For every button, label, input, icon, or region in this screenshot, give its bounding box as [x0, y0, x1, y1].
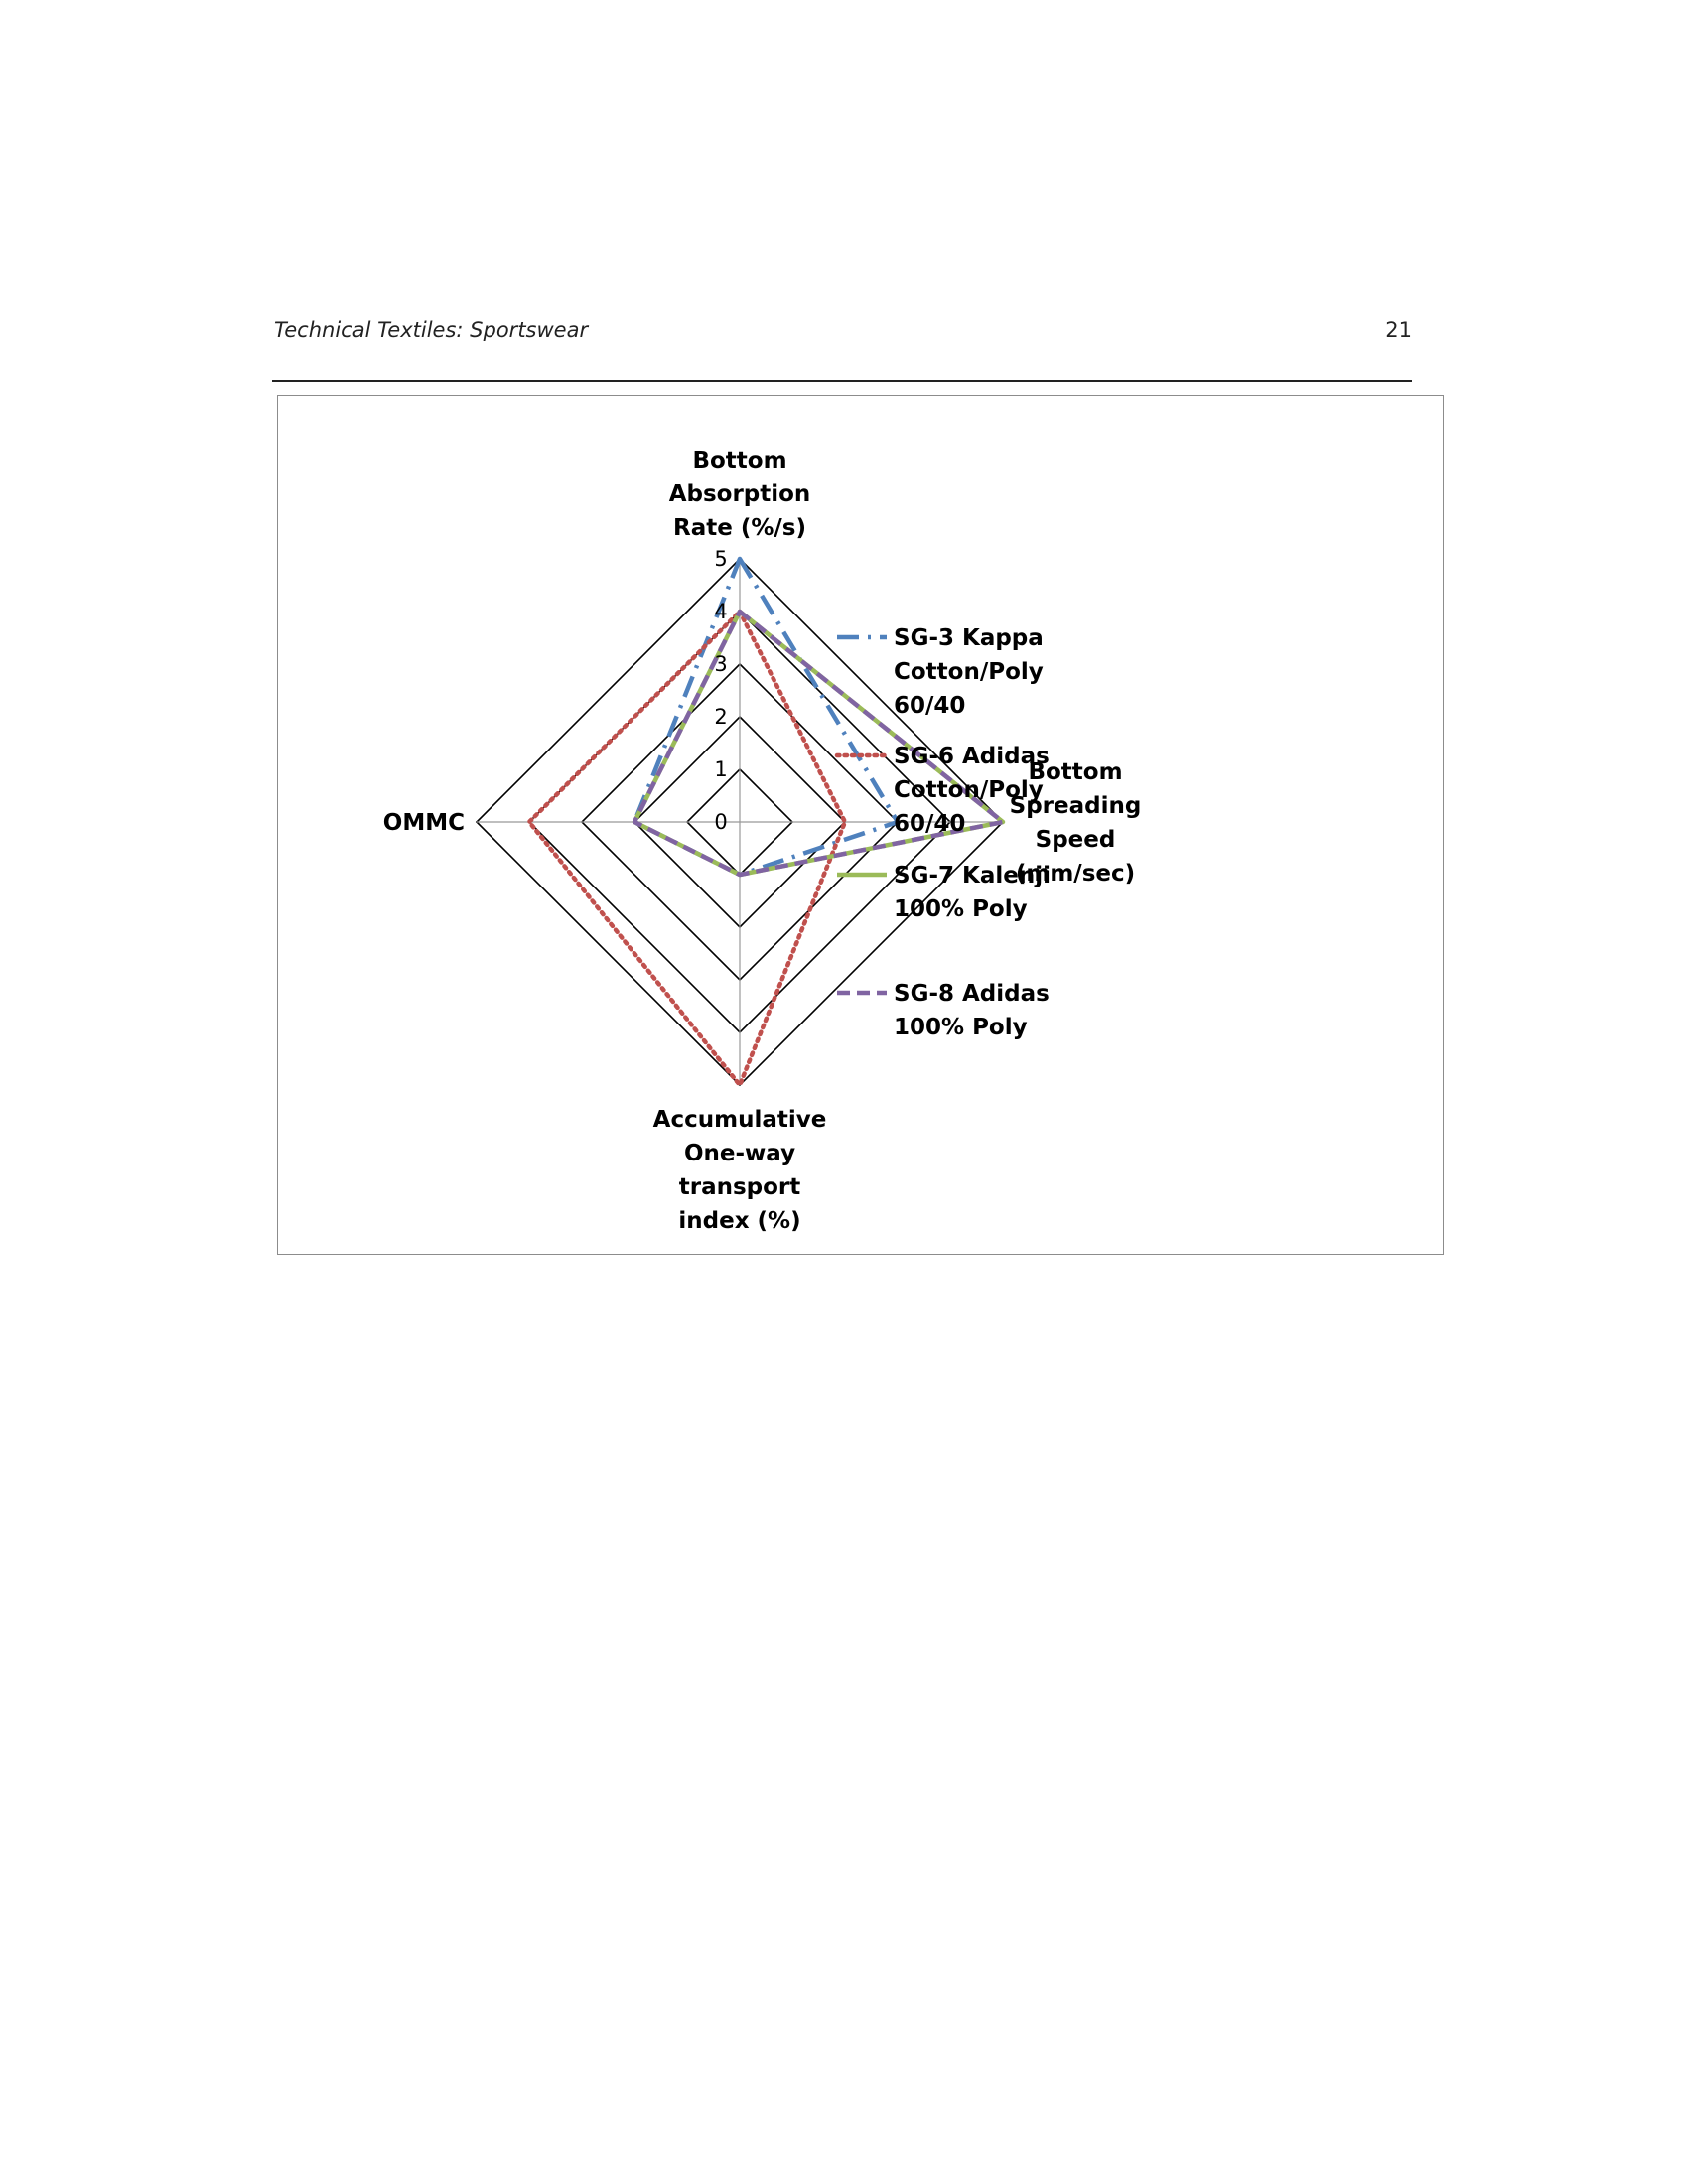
- axis-label: OMMC: [382, 810, 465, 836]
- axis-label: (mm/sec): [1015, 861, 1136, 887]
- legend-label: 60/40: [894, 693, 966, 719]
- legend-label: SG-7 Kalenji: [894, 863, 1051, 888]
- tick-label: 3: [714, 652, 728, 676]
- legend-label: SG-6 Adidas: [894, 744, 1050, 769]
- axis-label: Bottom: [1028, 759, 1123, 785]
- tick-label: 2: [714, 705, 728, 729]
- axis-label: transport: [678, 1174, 801, 1200]
- axis-label: Bottom: [692, 448, 787, 474]
- axis-label: Spreading: [1009, 793, 1142, 819]
- legend-label: Cotton/Poly: [894, 659, 1044, 685]
- axis-label: Absorption: [668, 481, 811, 507]
- tick-label: 1: [714, 757, 728, 781]
- legend-label: 60/40: [894, 811, 966, 837]
- legend-label: 100% Poly: [894, 1015, 1028, 1040]
- axis-label: One-way: [683, 1141, 796, 1166]
- running-head: [274, 318, 1412, 353]
- running-title: Technical Textiles: Sportswear: [274, 318, 589, 341]
- legend-label: Cotton/Poly: [894, 777, 1044, 803]
- tick-label: 0: [714, 810, 728, 834]
- legend-label: SG-3 Kappa: [894, 625, 1044, 651]
- axis-label: Speed: [1035, 827, 1116, 853]
- axis-label: Accumulative: [652, 1107, 827, 1133]
- series-line-1: [634, 559, 898, 875]
- axis-label: Rate (%/s): [673, 515, 806, 541]
- header-rule: [272, 380, 1412, 382]
- tick-label: 5: [714, 547, 728, 571]
- legend-label: 100% Poly: [894, 896, 1028, 922]
- axis-label: index (%): [678, 1208, 801, 1234]
- legend-label: SG-8 Adidas: [894, 981, 1050, 1007]
- radar-chart: [277, 395, 1444, 1255]
- tick-label: 4: [714, 600, 728, 623]
- page-number: 21: [1385, 318, 1412, 341]
